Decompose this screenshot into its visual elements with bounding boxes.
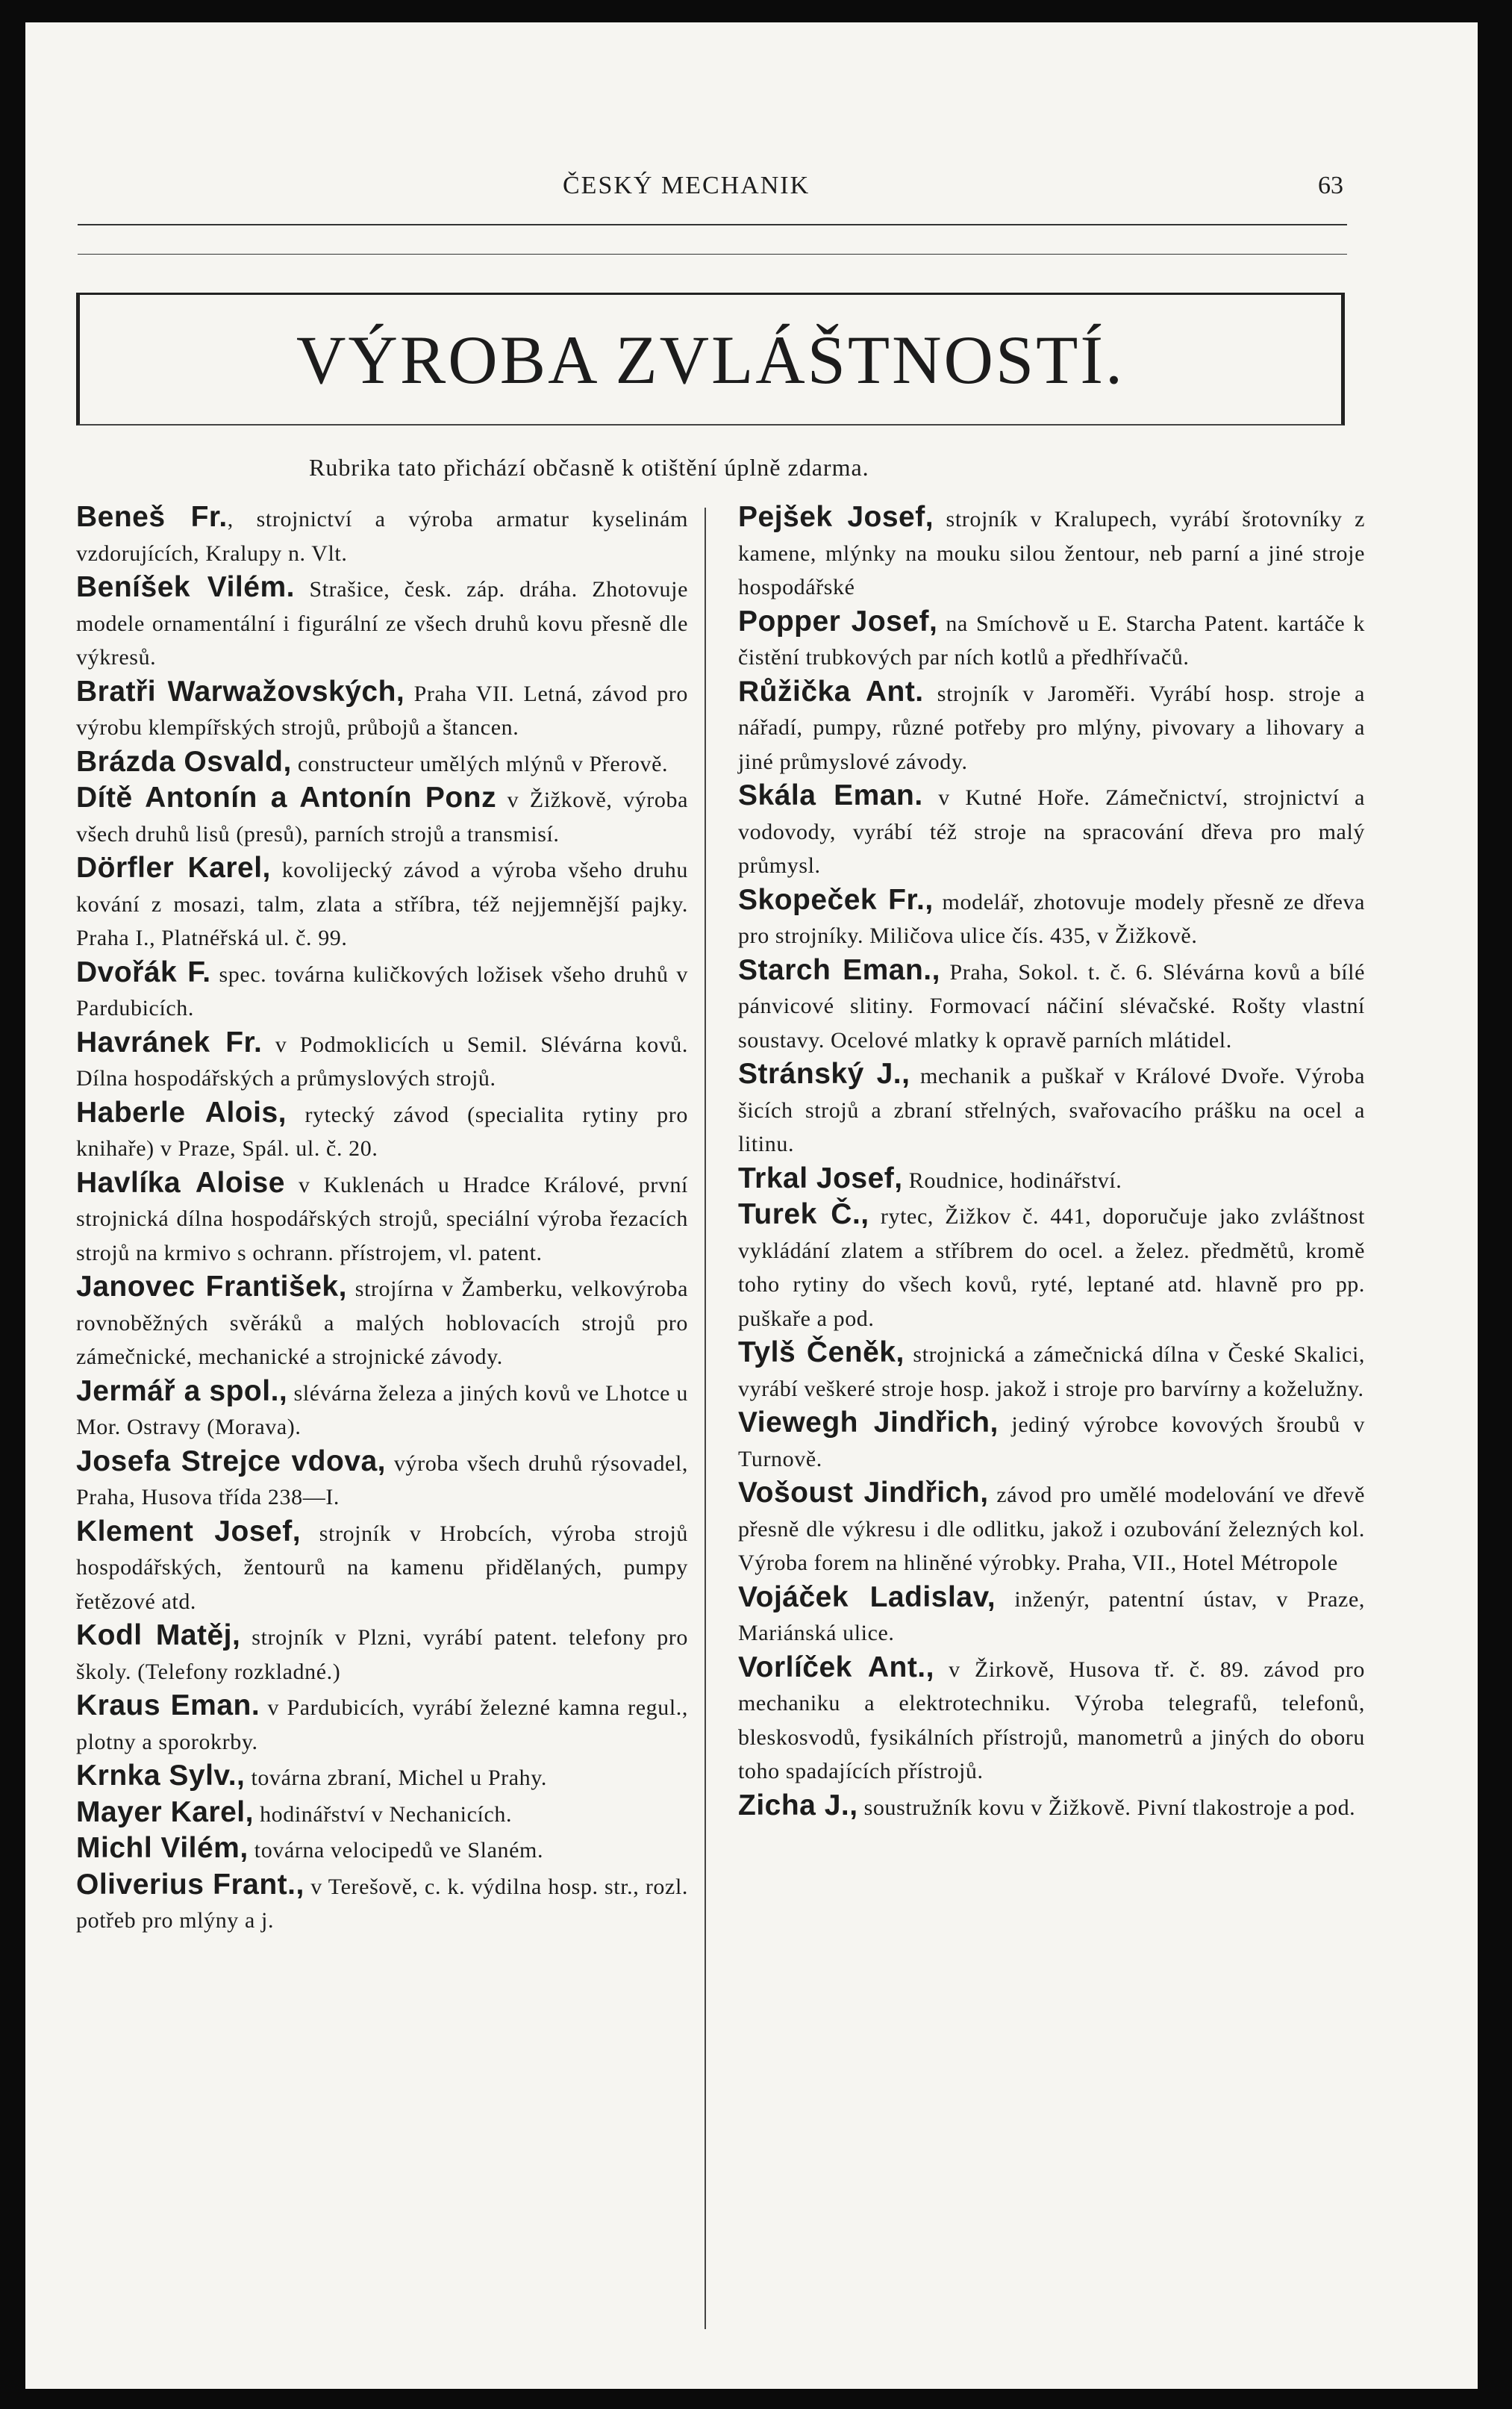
directory-entry <box>738 1651 1365 1789</box>
directory-entry <box>76 1618 688 1689</box>
entry-name: Havránek Fr. <box>76 1026 263 1059</box>
entry-name: Beneš Fr. <box>76 501 228 533</box>
directory-entry <box>76 1445 688 1515</box>
entry-text: továrna zbraní, Michel u Prahy. <box>245 1766 548 1790</box>
entry-name: Michl Vilém, <box>76 1832 249 1864</box>
entry-name: Kraus Eman. <box>76 1689 260 1721</box>
entry-name: Josefa Strejce vdova, <box>76 1445 387 1477</box>
entry-name: Klement Josef, <box>76 1515 302 1548</box>
entry-name: Kodl Matěj, <box>76 1619 241 1651</box>
entry-name: Trkal Josef, <box>738 1162 903 1194</box>
entry-name: Janovec František, <box>76 1271 347 1303</box>
directory-entry <box>76 1759 688 1795</box>
directory-entry <box>76 500 688 570</box>
section-subtitle: Rubrika tato přichází občasně k otištění úplně zdarma. <box>309 454 869 481</box>
directory-entry <box>76 1515 688 1619</box>
entry-name: Jermář a spol., <box>76 1374 288 1407</box>
directory-entry <box>76 1096 688 1166</box>
directory-entry <box>738 1057 1365 1162</box>
entry-name: Krnka Sylv., <box>76 1760 246 1792</box>
entry-name: Dvořák F. <box>76 956 211 988</box>
entry-text: v Kutné Hoře. Zámečnictví, strojnictví a vodovody, vyrábí též stroje na spracování dřeva pro malý průmysl. <box>738 785 1365 878</box>
entry-name: Vojáček Ladislav, <box>738 1580 996 1613</box>
directory-entry <box>76 851 688 956</box>
directory-entry <box>738 1336 1365 1406</box>
entry-name: Skála Eman. <box>738 779 923 811</box>
running-title: ČESKÝ MECHANIK <box>563 172 810 199</box>
entry-name: Popper Josef, <box>738 605 938 638</box>
directory-entry <box>738 953 1365 1058</box>
directory-entry <box>738 1406 1365 1476</box>
directory-entry <box>76 675 688 745</box>
entry-text: v Žižkově, výroba všech druhů lisů (presů), parních strojů a transmisí. <box>76 788 689 847</box>
entry-name: Tylš Čeněk, <box>738 1336 905 1368</box>
directory-entry <box>738 1162 1365 1198</box>
entry-name: Starch Eman., <box>738 953 940 986</box>
directory-entry <box>76 1795 688 1832</box>
entry-text: , strojnictví a výroba armatur kyselinám vzdorujících, Kralupy n. Vlt. <box>76 507 689 566</box>
left-column <box>76 500 688 1938</box>
entry-name: Růžička Ant. <box>738 675 924 708</box>
directory-entry <box>76 1270 688 1374</box>
entry-name: Stránský J., <box>738 1058 910 1090</box>
entry-text: Praha, Sokol. t. č. 6. Slévárna kovů a bílé pánvicové slitiny. Formovací náčiní slévačské. Rošty vlastní soustavy. Ocelové mlatky k opravě parních mlátidel. <box>738 959 1365 1053</box>
entry-name: Pejšek Josef, <box>738 501 934 533</box>
entry-text: továrna velocipedů ve Slaném. <box>248 1838 544 1863</box>
directory-entry <box>738 883 1365 953</box>
entry-name: Brázda Osvald, <box>76 745 292 778</box>
entry-text: spec. továrna kuličkových ložisek všeho druhů v Pardubicích. <box>76 962 689 1020</box>
entry-text: rytecký závod (specialita rytiny pro knihaře) v Praze, Spál. ul. č. 20. <box>76 1102 688 1161</box>
entry-name: Viewegh Jindřich, <box>738 1406 999 1439</box>
entry-name: Havlíka Aloise <box>76 1166 285 1199</box>
entry-name: Vošoust Jindřich, <box>738 1477 989 1509</box>
entry-text: na Smíchově u E. Starcha Patent. kartáče k čistění trubkových par ních kotlů a předhřívačů. <box>738 611 1365 670</box>
header-rule <box>78 224 1347 225</box>
directory-entry <box>76 1166 688 1271</box>
directory-entry <box>76 1689 688 1759</box>
entry-text: v Pardubicích, vyrábí železné kamna regul., plotny a sporokrby. <box>76 1695 688 1754</box>
entry-text: rytec, Žižkov č. 441, doporučuje jako zvláštnost vykládání zlatem a stříbrem do ocel. a želez. předmětů, kromě toho rytiny do všech kovů, ryté, leptané atd. hlavně pro pp. puškaře a pod. <box>738 1204 1365 1331</box>
entry-text: Praha VII. Letná, závod pro výrobu klempířských strojů, průbojů a štancen. <box>76 681 688 740</box>
directory-entry <box>738 1476 1365 1580</box>
directory-entry <box>76 781 688 851</box>
directory-entry <box>76 1831 688 1868</box>
entry-name: Haberle Alois, <box>76 1096 287 1129</box>
directory-entry <box>738 605 1365 675</box>
directory-entry <box>738 500 1365 605</box>
directory-entry <box>76 1374 688 1445</box>
entry-text: v Kuklenách u Hradce Králové, první strojnická dílna hospodářských strojů, speciální výroba řezacích strojů na krmivo s ochrann. přístrojem, vl. patent. <box>76 1172 688 1265</box>
entry-text: strojnická a zámečnická dílna v České Skalici, vyrábí veškeré stroje hosp. jakož i stroje pro barvírny a koželužny. <box>738 1342 1365 1401</box>
entry-text: strojník v Kralupech, vyrábí šrotovníky z kamene, mlýnky na mouku silou žentour, neb parní a jiné stroje hospodářské <box>738 507 1365 599</box>
entry-text: strojírna v Žamberku, velkovýroba rovnoběžných svěráků a malých hoblovacích strojů pro zámečnické, mechanické a strojnické závody. <box>76 1277 688 1369</box>
entry-text: strojník v Hrobcích, výroba strojů hospodářských, žentourů na kamenu přidělaných, pumpy řetězové atd. <box>76 1521 688 1614</box>
entry-text: v Terešově, c. k. výdilna hosp. str., rozl. potřeb pro mlýny a j. <box>76 1874 688 1933</box>
entry-text: jediný výrobce kovových šroubů v Turnově. <box>738 1412 1365 1471</box>
entry-text: modelář, zhotovuje modely přesně ze dřeva pro strojníky. Miličova ulice čís. 435, v Žižkově. <box>738 889 1366 948</box>
entry-text: strojník v Plzni, vyrábí patent. telefony pro školy. (Telefony rozkladné.) <box>76 1625 688 1684</box>
entry-text: soustružník kovu v Žižkově. Pivní tlakostroje a pod. <box>857 1795 1356 1820</box>
entry-name: Turek Č., <box>738 1198 869 1230</box>
column-divider <box>705 508 706 2329</box>
directory-entry <box>738 675 1365 779</box>
section-title-box <box>76 293 1345 426</box>
right-column <box>738 500 1365 1824</box>
section-title: VÝROBA ZVLÁŠTNOSTÍ. <box>296 322 1125 398</box>
entry-text: v Podmoklicích u Semil. Slévárna kovů. Dílna hospodářských a průmyslových strojů. <box>76 1032 688 1091</box>
directory-entry <box>76 745 688 782</box>
entry-text: v Žirkově, Husova tř. č. 89. závod pro mechaniku a elektrotechniku. Výroba telegrafů, telefonů, bleskosvodů, fysikálních přístrojů, manometrů a jiných do oboru toho spadajících přístrojů. <box>738 1657 1365 1783</box>
directory-entry <box>76 1868 688 1938</box>
entry-name: Beníšek Vilém. <box>76 571 295 603</box>
entry-text: slévárna železa a jiných kovů ve Lhotce u Mor. Ostravy (Morava). <box>76 1380 688 1439</box>
entry-name: Vorlíček Ant., <box>738 1651 934 1683</box>
directory-entry <box>738 779 1365 883</box>
page <box>25 22 1478 2389</box>
entry-name: Skopeček Fr., <box>738 883 934 916</box>
entry-text: mechanik a puškař v Králové Dvoře. Výroba šicích strojů a zbraní střelných, svařovacího prášku na ocel a litinu. <box>738 1064 1365 1156</box>
entry-name: Oliverius Frant., <box>76 1868 304 1901</box>
page-number: 63 <box>1318 172 1343 199</box>
entry-name: Dörfler Karel, <box>76 852 271 884</box>
entry-text: závod pro umělé modelování ve dřevě přesně dle výkresu i dle odlitku, jakož i ozubování železných kol. Výroba forem na hliněné výrobky. Praha, VII., Hotel Métropole <box>738 1483 1365 1575</box>
directory-entry <box>738 1580 1365 1651</box>
entry-text: strojník v Jaroměři. Vyrábí hosp. stroje a nářadí, pumpy, různé potřeby pro mlýny, pivovary a lihovary a jiné průmyslové závody. <box>738 681 1365 774</box>
directory-entry <box>76 1026 688 1096</box>
directory-entry <box>76 570 688 675</box>
running-head <box>25 172 1478 216</box>
entry-name: Zicha J., <box>738 1789 858 1821</box>
entry-text: constructeur umělých mlýnů v Přerově. <box>291 751 669 776</box>
entry-text: Roudnice, hodinářství. <box>902 1168 1122 1193</box>
entry-text: inženýr, patentní ústav, v Praze, Mariánská ulice. <box>738 1586 1365 1645</box>
entry-text: Strašice, česk. záp. dráha. Zhotovuje modele ornamentální i figurální ze všech druhů kovu přesně dle výkresů. <box>76 577 688 670</box>
entry-name: Dítě Antonín a Antonín Ponz <box>76 782 497 814</box>
header-rule-thin <box>78 254 1347 255</box>
entry-name: Mayer Karel, <box>76 1795 254 1828</box>
entry-name: Bratři Warwažovských, <box>76 675 405 708</box>
entry-text: výroba všech druhů rýsovadel, Praha, Husova třída 238—I. <box>76 1450 689 1509</box>
entry-text: hodinářství v Nechanicích. <box>253 1801 513 1827</box>
directory-entry <box>738 1789 1365 1825</box>
directory-entry <box>76 956 688 1026</box>
entry-text: kovolijecký závod a výroba všeho druhu kování z mosazi, talm, zlata a stříbra, též nejjemnější pajky. Praha I., Platnéřská ul. č. 99. <box>76 858 688 950</box>
directory-entry <box>738 1197 1365 1336</box>
